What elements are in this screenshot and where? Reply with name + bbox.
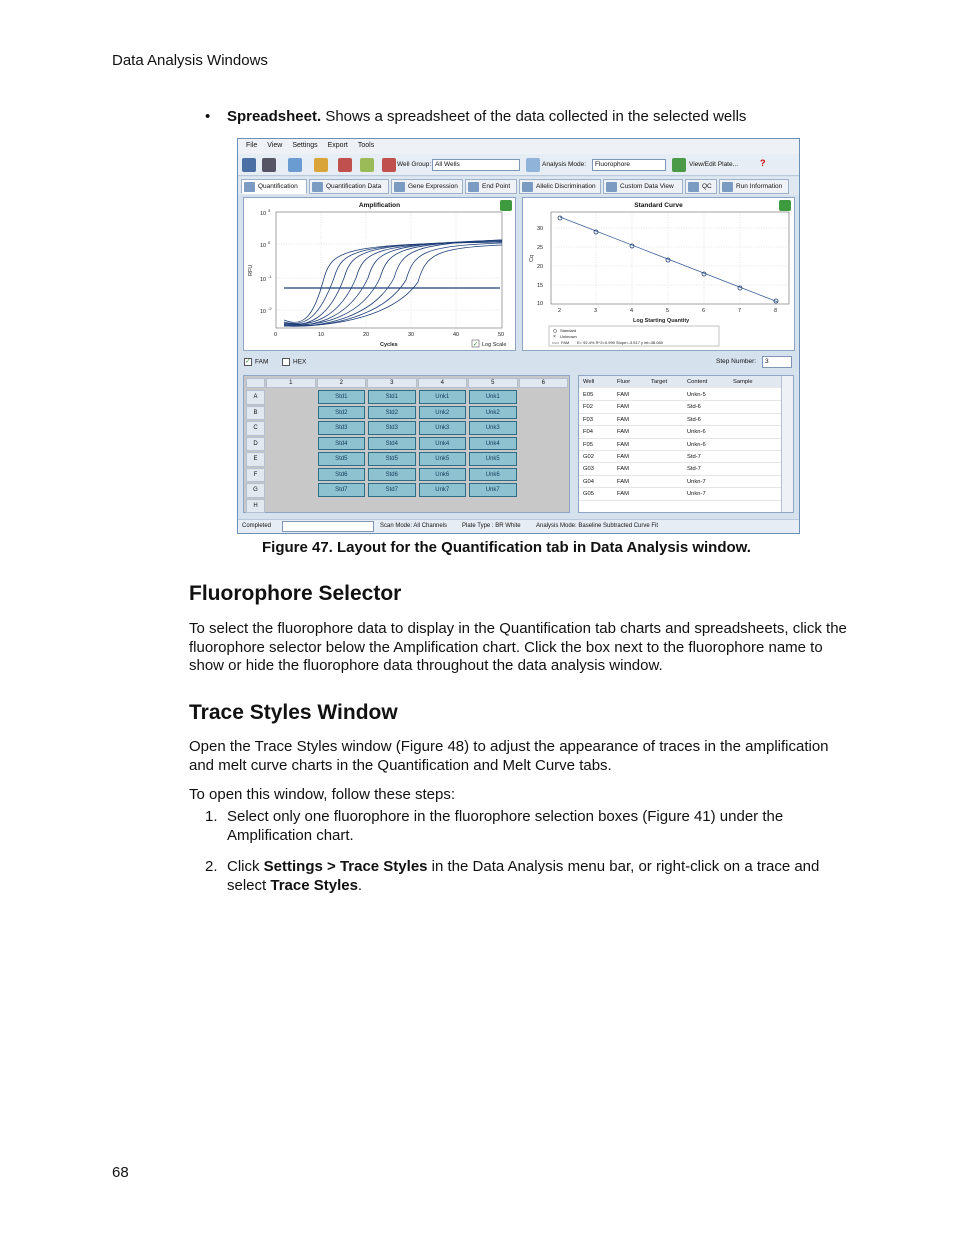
info-icon [722, 182, 733, 192]
y-tick: 30 [537, 226, 544, 232]
sheet-row[interactable] [579, 476, 781, 488]
menu-file[interactable]: File [246, 142, 258, 149]
plate-well[interactable]: Std4 [318, 437, 366, 451]
export-icon[interactable] [338, 158, 352, 172]
plate-row-header[interactable]: E [246, 452, 265, 467]
y-tick: 10 [260, 277, 267, 283]
amplification-chart [243, 197, 516, 351]
sheet-cell: FAM [617, 404, 629, 411]
y-tick: 10 [537, 301, 544, 307]
tab-custom-data-view[interactable] [603, 179, 683, 194]
fluorophore-selector [242, 355, 794, 371]
sheet-cell: FAM [617, 441, 629, 448]
step-number-label: Step Number: [716, 358, 757, 365]
x-tick: 0 [274, 332, 278, 338]
y-tick-exponent: 0 [268, 240, 271, 245]
sheet-column-header[interactable]: Content [687, 379, 708, 385]
end-point-icon [468, 182, 479, 192]
sheet-cell: G02 [583, 454, 594, 460]
plate-well[interactable]: Unk7 [419, 483, 467, 497]
amplification-y-label: RFU [248, 264, 254, 276]
standard-curve-title: Standard Curve [634, 202, 683, 209]
plate-row-header[interactable]: A [246, 390, 265, 405]
sheet-cell: Std-6 [687, 416, 701, 423]
legend-unknown: Unknown [560, 334, 577, 339]
steps-intro: To open this window, follow these steps: [189, 786, 455, 803]
legend-standard: Standard [560, 328, 577, 333]
sheet-cell: Unkn-6 [687, 429, 706, 436]
x-tick: 7 [738, 308, 742, 314]
tab-label: Quantification Data [326, 183, 382, 190]
page-number: 68 [112, 1164, 129, 1181]
tab-label: End Point [482, 183, 511, 190]
legend-fit-text: E= 92.4% R^2=0.999 Slope=-3.517 y int=38.080 [577, 340, 663, 345]
table-icon [312, 182, 323, 192]
print-icon[interactable] [262, 158, 276, 172]
well-color-icon[interactable] [360, 158, 374, 172]
amplification-title: Amplification [358, 202, 401, 209]
plate-column-header[interactable]: 1 [266, 378, 316, 388]
sheet-cell: FAM [617, 429, 629, 436]
help-icon[interactable]: ? [760, 158, 766, 168]
sheet-cell: F03 [583, 416, 593, 423]
x-tick: 2 [558, 308, 562, 314]
standard-curve-x-label: Log Starting Quantity [633, 318, 690, 324]
plate-well[interactable]: Std7 [368, 483, 416, 497]
plate-row-header[interactable]: D [246, 437, 265, 452]
fluorophore-hex[interactable] [282, 358, 306, 366]
plate-row-header[interactable]: B [246, 406, 265, 421]
plate-column-header[interactable]: 5 [468, 378, 518, 388]
well-group-icon[interactable] [382, 158, 396, 172]
step-text: Select only one fluorophore in the fluorophore selection boxes (Figure 41) under the Amplification chart. [227, 808, 784, 844]
step-text-part: . [357, 876, 363, 894]
bullet-term: Spreadsheet. [226, 108, 322, 125]
sheet-cell: Unkn-6 [687, 441, 706, 448]
y-tick: 10 [260, 309, 267, 315]
sheet-cell: FAM [617, 491, 629, 498]
sheet-cell: Std-7 [687, 454, 701, 460]
sheet-cell: Unkn-7 [687, 478, 706, 485]
sheet-row[interactable] [579, 414, 781, 426]
chart-icon[interactable] [288, 158, 302, 172]
quantification-tab-screenshot [237, 138, 800, 534]
qc-icon [688, 182, 699, 192]
bullet-mark: • [205, 108, 211, 125]
y-tick-exponent: 3 [268, 208, 271, 213]
plate-well[interactable]: Unk1 [419, 390, 467, 404]
sheet-cell: Std-7 [687, 466, 701, 473]
sheet-header-row [579, 376, 781, 388]
vertical-scrollbar[interactable] [781, 376, 793, 512]
step-number-select[interactable] [762, 356, 792, 368]
toolbar [238, 154, 799, 176]
y-tick-exponent: -1 [268, 274, 272, 279]
y-tick: 10 [260, 211, 267, 217]
plate-column-header[interactable]: 2 [317, 378, 367, 388]
tab-label: Custom Data View [620, 183, 674, 190]
step-text [227, 858, 847, 895]
section-title-fluorophore-selector: Fluorophore Selector [189, 582, 402, 605]
y-tick: 15 [537, 283, 544, 289]
tab-allelic-discrimination[interactable] [519, 179, 601, 194]
well-group-label: Well Group: [397, 161, 432, 168]
tab-label: QC [702, 183, 712, 190]
plate-well[interactable]: Std5 [368, 452, 416, 466]
hex-label: HEX [293, 358, 307, 366]
well-group-value: All Wells [435, 161, 460, 168]
x-tick: 20 [363, 332, 370, 338]
x-tick: 8 [774, 308, 778, 314]
menu-settings[interactable]: Settings [292, 142, 318, 149]
x-tick: 6 [702, 308, 706, 314]
tab-end-point[interactable] [465, 179, 517, 194]
sheet-cell: FAM [617, 416, 629, 423]
quantification-icon [244, 182, 255, 192]
menu-bar [238, 139, 799, 154]
step-number-value: 3 [765, 358, 769, 365]
x-tick: 4 [630, 308, 634, 314]
step-text-part: in the Data Analysis menu bar, or right-click on a trace and select [227, 858, 820, 894]
plate-well[interactable]: Std4 [368, 437, 416, 451]
analysis-mode-label: Analysis Mode: [542, 161, 587, 168]
plate-well[interactable]: Unk2 [469, 406, 517, 420]
legend-unknown-marker: × [553, 334, 556, 340]
plate-well[interactable]: Unk5 [469, 452, 517, 466]
report-icon[interactable] [314, 158, 328, 172]
sheet-column-header[interactable]: Well [583, 379, 595, 385]
standard-curve-plot [523, 198, 796, 352]
x-tick: 50 [498, 332, 505, 338]
plate-column-header[interactable]: 4 [418, 378, 468, 388]
plate-well[interactable]: Std1 [368, 390, 416, 404]
step-number: 1. [205, 808, 218, 825]
plate-row-header[interactable]: H [246, 499, 265, 514]
status-completed: Completed [242, 523, 272, 529]
amplification-x-label: Cycles [380, 342, 398, 348]
plate-well[interactable]: Unk4 [469, 437, 517, 451]
sheet-cell: Unkn-7 [687, 491, 706, 498]
sheet-cell: G05 [583, 491, 594, 498]
section-body-trace-styles: Open the Trace Styles window (Figure 48) to adjust the appearance of traces in the amplification and melt curve charts in the Quantification and Melt Curve tabs. [189, 738, 829, 774]
tab-label: Run Information [736, 183, 783, 190]
fam-label: FAM [255, 358, 269, 366]
running-header: Data Analysis Windows [112, 52, 268, 69]
plate-well[interactable]: Unk1 [469, 390, 517, 404]
figure-caption: Figure 47. Layout for the Quantification tab in Data Analysis window. [262, 539, 751, 556]
y-tick-exponent: -2 [268, 306, 272, 311]
well-group-select[interactable] [432, 159, 520, 171]
legend-fam: FAM [561, 340, 570, 345]
plate-well[interactable]: Std1 [318, 390, 366, 404]
x-tick: 5 [666, 308, 670, 314]
plate-icon[interactable] [672, 158, 686, 172]
sheet-cell: FAM [617, 466, 629, 473]
plate-row-header[interactable]: C [246, 421, 265, 436]
standard-curve-chart [522, 197, 795, 351]
menu-path: Settings > Trace Styles [263, 858, 428, 875]
standard-curve-legend [549, 326, 719, 346]
tab-gene-expression[interactable] [391, 179, 463, 194]
y-tick: 10 [260, 243, 267, 249]
plate-well[interactable]: Std3 [318, 421, 366, 435]
sheet-cell: FAM [617, 392, 629, 398]
plate-well[interactable]: Std2 [368, 406, 416, 420]
status-analysis-mode: Analysis Mode: Baseline Subtracted Curve Fit [536, 523, 659, 529]
bar-chart-icon [394, 182, 405, 192]
tab-qc[interactable] [685, 179, 717, 194]
log-scale-label: Log Scale [482, 342, 507, 348]
y-tick: 20 [537, 264, 544, 270]
analysis-mode-icon [526, 158, 540, 172]
sheet-column-header[interactable]: Target [651, 379, 668, 385]
x-tick: 3 [594, 308, 598, 314]
sheet-cell: G04 [583, 478, 594, 485]
sheet-cell: F05 [583, 441, 593, 448]
checkmark-icon: ✓ [473, 342, 479, 348]
progress-bar [282, 521, 374, 532]
status-plate-type: Plate Type : BR White [462, 523, 521, 529]
menu-item: Trace Styles [270, 876, 358, 894]
bullet-spreadsheet [205, 108, 746, 125]
status-scan-mode: Scan Mode: All Channels [380, 523, 448, 529]
section-body-fluorophore-selector: To select the fluorophore data to display in the Quantification tab charts and spreadsheets, click the fluorophore selector below the Amplification chart. Click the box next to the fluorophore name to show or hide the fluorophore data throughout the data analysis window. [189, 620, 847, 675]
plate-well[interactable]: Std5 [318, 452, 366, 466]
plate-well[interactable]: Unk4 [419, 437, 467, 451]
sheet-cell: Std-6 [687, 404, 701, 411]
step-text-part: Click [227, 858, 264, 875]
view-edit-plate-button[interactable]: View/Edit Plate... [689, 161, 739, 168]
sheet-row[interactable] [579, 488, 781, 500]
bullet-text: Shows a spreadsheet of the data collected in the selected wells [321, 108, 747, 125]
plate-well[interactable]: Unk6 [419, 468, 467, 482]
section-title-trace-styles: Trace Styles Window [189, 701, 398, 724]
sheet-row[interactable] [579, 389, 781, 401]
plate-view [243, 375, 570, 513]
sheet-row[interactable] [579, 401, 781, 413]
sheet-column-header[interactable]: Sample [733, 379, 753, 385]
sheet-cell: Unkn-5 [687, 392, 706, 398]
sheet-row[interactable] [579, 451, 781, 463]
plate-well[interactable]: Std6 [368, 468, 416, 482]
sheet-cell: F02 [583, 404, 593, 411]
save-icon[interactable] [242, 158, 256, 172]
plate-well[interactable]: Std2 [318, 406, 366, 420]
tab-label: Gene Expression [408, 183, 458, 190]
sheet-cell: FAM [617, 478, 629, 485]
plate-well[interactable]: Unk2 [419, 406, 467, 420]
menu-view[interactable]: View [267, 142, 283, 149]
plate-well[interactable]: Unk3 [419, 421, 467, 435]
hex-checkbox[interactable] [282, 358, 290, 366]
sheet-cell: FAM [617, 454, 629, 460]
sheet-column-header[interactable]: Fluor [617, 379, 631, 385]
tab-label: Allelic Discrimination [536, 183, 596, 190]
plate-column-header[interactable]: 6 [519, 378, 569, 388]
tab-run-information[interactable] [719, 179, 789, 194]
fam-checkbox[interactable]: ✓ [245, 358, 251, 365]
plate-well[interactable]: Unk7 [469, 483, 517, 497]
sheet-cell: F04 [583, 429, 593, 436]
analysis-mode-value: Fluorophore [595, 161, 631, 168]
plate-well[interactable]: Unk5 [419, 452, 467, 466]
sheet-row[interactable] [579, 463, 781, 475]
tab-bar [238, 177, 799, 195]
tab-quantification-data[interactable] [309, 179, 389, 194]
fluorophore-fam[interactable] [244, 358, 268, 366]
status-bar [238, 519, 799, 533]
scatter-icon [522, 182, 533, 192]
x-tick: 40 [453, 332, 460, 338]
menu-export[interactable]: Export [327, 142, 348, 149]
x-tick: 10 [318, 332, 325, 338]
plate-well[interactable]: Std7 [318, 483, 366, 497]
sheet-row[interactable] [579, 426, 781, 438]
step-number: 2. [205, 858, 218, 875]
sheet-cell: G03 [583, 466, 594, 473]
y-tick: 25 [537, 245, 544, 251]
plate-well[interactable]: Std3 [368, 421, 416, 435]
analysis-mode-select[interactable] [592, 159, 666, 171]
tab-label: Quantification [258, 183, 298, 190]
custom-view-icon [606, 182, 617, 192]
sheet-cell: E05 [583, 392, 594, 398]
menu-tools[interactable]: Tools [357, 142, 375, 149]
select-all-corner[interactable] [246, 378, 265, 388]
standard-curve-y-label: Cq [529, 254, 535, 262]
plate-well[interactable]: Std6 [318, 468, 366, 482]
amplification-plot [244, 198, 517, 352]
plate-row-header[interactable]: F [246, 468, 265, 483]
plate-well[interactable]: Unk3 [469, 421, 517, 435]
spreadsheet [578, 375, 794, 513]
plate-well[interactable]: Unk6 [469, 468, 517, 482]
x-tick: 30 [408, 332, 415, 338]
plate-column-header[interactable]: 3 [367, 378, 417, 388]
tab-quantification[interactable] [241, 179, 307, 194]
plate-row-header[interactable]: G [246, 483, 265, 498]
sheet-row[interactable] [579, 439, 781, 451]
